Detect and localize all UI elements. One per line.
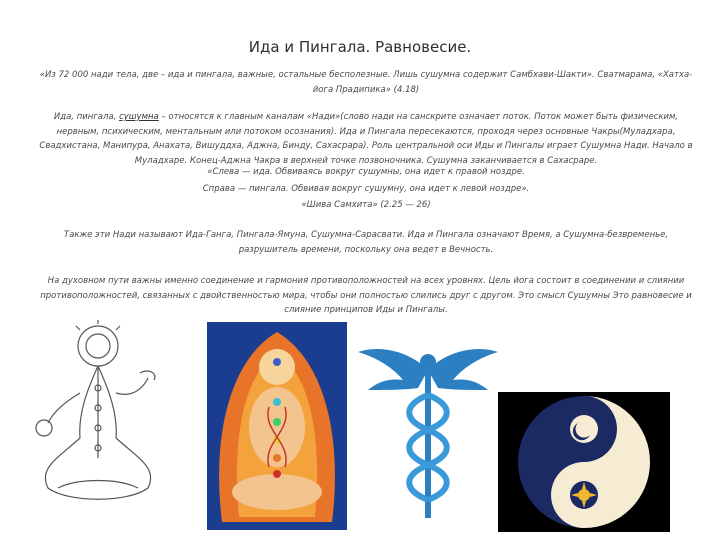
paragraph-nadi-start: Ида, пингала, bbox=[53, 112, 120, 122]
meditating-figure-sketch bbox=[18, 318, 178, 528]
paragraph-nadi bbox=[36, 110, 696, 168]
sushumna-link[interactable]: сушумна bbox=[119, 112, 159, 122]
buddha-chakra-painting bbox=[207, 322, 347, 530]
paragraph-nadi-rest: – относятся к главным каналам «Нади»(слово нади на санскрите означает поток. Поток может быть физическим, нервным, психическим, ментальным или потоком осознания). Ида и Пингала пересекаются, проходя через основные Чакры(Муладхара, Свадхистана, Манипура, Анахата, Вишуддха, Аджна, Бинду, Сахасрара). Роль центральной оси Иды и Пингалы играет Сушумна Нади. Начало в Муладхаре. Конец-Аджна Чакра в верхней точке позвоночника. Сушумна заканчивается в Сахасраре. bbox=[39, 112, 693, 166]
shiva-quote-line-2: Справа — пингала. Обвивая вокруг сушумну, она идет к левой ноздре». bbox=[202, 184, 530, 194]
shiva-quote-line-1: «Слева — ида. Обвиваясь вокруг сушумны, она идет к правой ноздре. bbox=[207, 167, 525, 177]
paragraph-names: Также эти Нади называют Ида-Ганга, Пингала-Ямуна, Сушумна-Сарасвати. Ида и Пингала означают Время, а Сушумна-безвременье, разрушитель времени, поскольку она ведет в Вечность. bbox=[63, 230, 669, 255]
slide-title: Ида и Пингала. Равновесие. bbox=[248, 38, 472, 56]
paragraph-harmony: На духовном пути важны именно соединение и гармония противоположностей на всех уровнях. Цель йога состоит в соединении и слиянии противоположностей, связанных с двойственностью мира, чтобы они полностью слились друг с другом. Это смысл Сушумны Это равновесие и слияние принципов Иды и Пингалы. bbox=[40, 276, 692, 315]
shiva-quote-source: «Шива Самхита» (2.25 — 26) bbox=[301, 200, 431, 210]
caduceus-symbol bbox=[358, 340, 498, 525]
quote-paragraph-1: «Из 72 000 нади тела, две – ида и пингала, важные, остальные бесполезные. Лишь сушумна содержит Самбхави-Шакти». Сватмарама, «Хатха-йога Прадипика» (4.18) bbox=[39, 70, 693, 95]
yin-yang-symbol bbox=[498, 392, 670, 532]
